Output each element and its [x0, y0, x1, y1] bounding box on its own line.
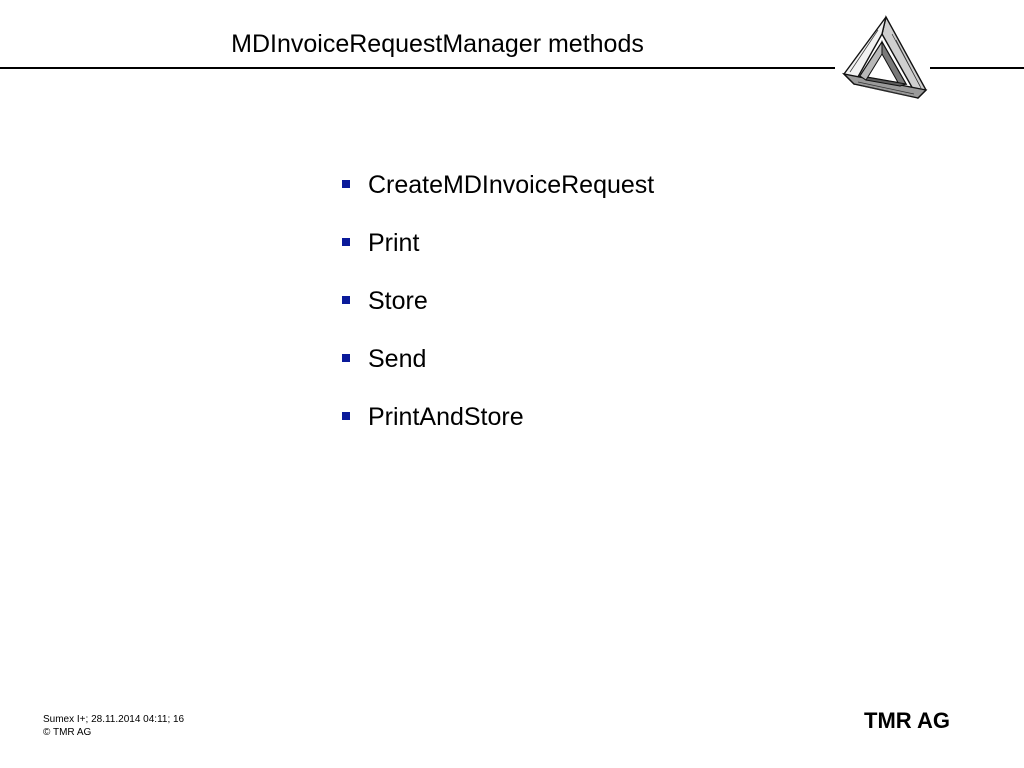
footer-brand: TMR AG — [864, 708, 950, 733]
header-divider-left — [0, 67, 835, 69]
list-item — [342, 400, 654, 458]
bullet-square-icon — [342, 238, 350, 246]
bullet-square-icon — [342, 354, 350, 362]
bullet-square-icon — [342, 296, 350, 304]
footer-meta-line: Sumex I+; 28.11.2014 04:11; 16 — [43, 714, 185, 725]
list-item-label: Print — [368, 229, 420, 257]
slide-title: MDInvoiceRequestManager methods — [231, 30, 644, 58]
footer-copyright: © TMR AG — [43, 727, 92, 738]
list-item-label: Send — [368, 345, 427, 373]
footer-info — [43, 713, 184, 739]
methods-list — [342, 168, 654, 458]
list-item-label: Store — [368, 287, 428, 315]
list-item — [342, 226, 654, 284]
bullet-square-icon — [342, 412, 350, 420]
list-item — [342, 342, 654, 400]
list-item — [342, 284, 654, 342]
impossible-triangle-icon — [838, 12, 930, 104]
list-item-label: CreateMDInvoiceRequest — [368, 171, 655, 199]
header-divider-right — [930, 67, 1024, 69]
list-item — [342, 168, 654, 226]
list-item-label: PrintAndStore — [368, 403, 524, 431]
bullet-square-icon — [342, 180, 350, 188]
